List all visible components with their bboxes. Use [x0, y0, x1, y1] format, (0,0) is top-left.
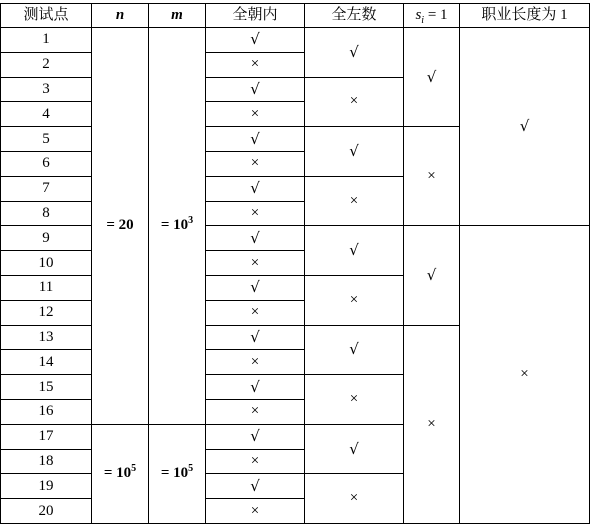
- c2-mark: √: [305, 28, 404, 78]
- c2-mark: √: [305, 226, 404, 276]
- test-points-table: [0, 3, 590, 524]
- table-row: [1, 28, 590, 53]
- test-id: 19: [1, 474, 92, 499]
- test-id: 14: [1, 350, 92, 375]
- test-id: 10: [1, 251, 92, 276]
- c1-mark: ×: [206, 151, 305, 176]
- c1-mark: √: [206, 375, 305, 400]
- header-c1: 全朝内: [206, 4, 305, 28]
- m-value-group-1: = $10^3$: [149, 28, 206, 425]
- c3-mark: ×: [404, 325, 460, 523]
- c1-mark: ×: [206, 201, 305, 226]
- c1-mark: √: [206, 424, 305, 449]
- test-id: 2: [1, 52, 92, 77]
- test-id: 8: [1, 201, 92, 226]
- header-c2: 全左数: [305, 4, 404, 28]
- c2-mark: ×: [305, 176, 404, 226]
- test-id: 15: [1, 375, 92, 400]
- c2-mark: ×: [305, 275, 404, 325]
- c2-mark: √: [305, 424, 404, 474]
- test-id: 17: [1, 424, 92, 449]
- n-value-group-1: = 20: [92, 28, 149, 425]
- c1-mark: √: [206, 127, 305, 152]
- c3-mark: √: [404, 226, 460, 325]
- n-value-group-2: = $10^5$: [92, 424, 149, 523]
- c1-mark: ×: [206, 300, 305, 325]
- c3-mark: ×: [404, 127, 460, 226]
- c2-mark: √: [305, 127, 404, 177]
- m-value-group-2: = $10^5$: [149, 424, 206, 523]
- c1-mark: ×: [206, 499, 305, 524]
- c1-mark: ×: [206, 52, 305, 77]
- c1-mark: ×: [206, 449, 305, 474]
- c1-mark: √: [206, 474, 305, 499]
- header-c4: 职业长度为 1: [460, 4, 590, 28]
- test-id: 18: [1, 449, 92, 474]
- c1-mark: ×: [206, 251, 305, 276]
- c3-mark: √: [404, 28, 460, 127]
- header-m: m: [149, 4, 206, 28]
- test-id: 5: [1, 127, 92, 152]
- c1-mark: √: [206, 176, 305, 201]
- test-id: 12: [1, 300, 92, 325]
- test-id: 7: [1, 176, 92, 201]
- header-n: n: [92, 4, 149, 28]
- c2-mark: ×: [305, 375, 404, 425]
- header-c3: $s_i = 1$: [404, 4, 460, 28]
- c1-mark: √: [206, 325, 305, 350]
- c1-mark: ×: [206, 102, 305, 127]
- c1-mark: √: [206, 275, 305, 300]
- c4-mark: ×: [460, 226, 590, 524]
- c1-mark: √: [206, 28, 305, 53]
- test-id: 4: [1, 102, 92, 127]
- header-row: [1, 4, 590, 28]
- c2-mark: √: [305, 325, 404, 375]
- test-id: 3: [1, 77, 92, 102]
- test-id: 13: [1, 325, 92, 350]
- c1-mark: √: [206, 77, 305, 102]
- c1-mark: ×: [206, 399, 305, 424]
- test-id: 16: [1, 399, 92, 424]
- test-id: 11: [1, 275, 92, 300]
- c1-mark: ×: [206, 350, 305, 375]
- test-id: 9: [1, 226, 92, 251]
- test-id: 6: [1, 151, 92, 176]
- c1-mark: √: [206, 226, 305, 251]
- test-id: 20: [1, 499, 92, 524]
- c4-mark: √: [460, 28, 590, 226]
- table-row: [1, 226, 590, 251]
- test-id: 1: [1, 28, 92, 53]
- c2-mark: ×: [305, 77, 404, 127]
- header-test: 测试点: [1, 4, 92, 28]
- c2-mark: ×: [305, 474, 404, 524]
